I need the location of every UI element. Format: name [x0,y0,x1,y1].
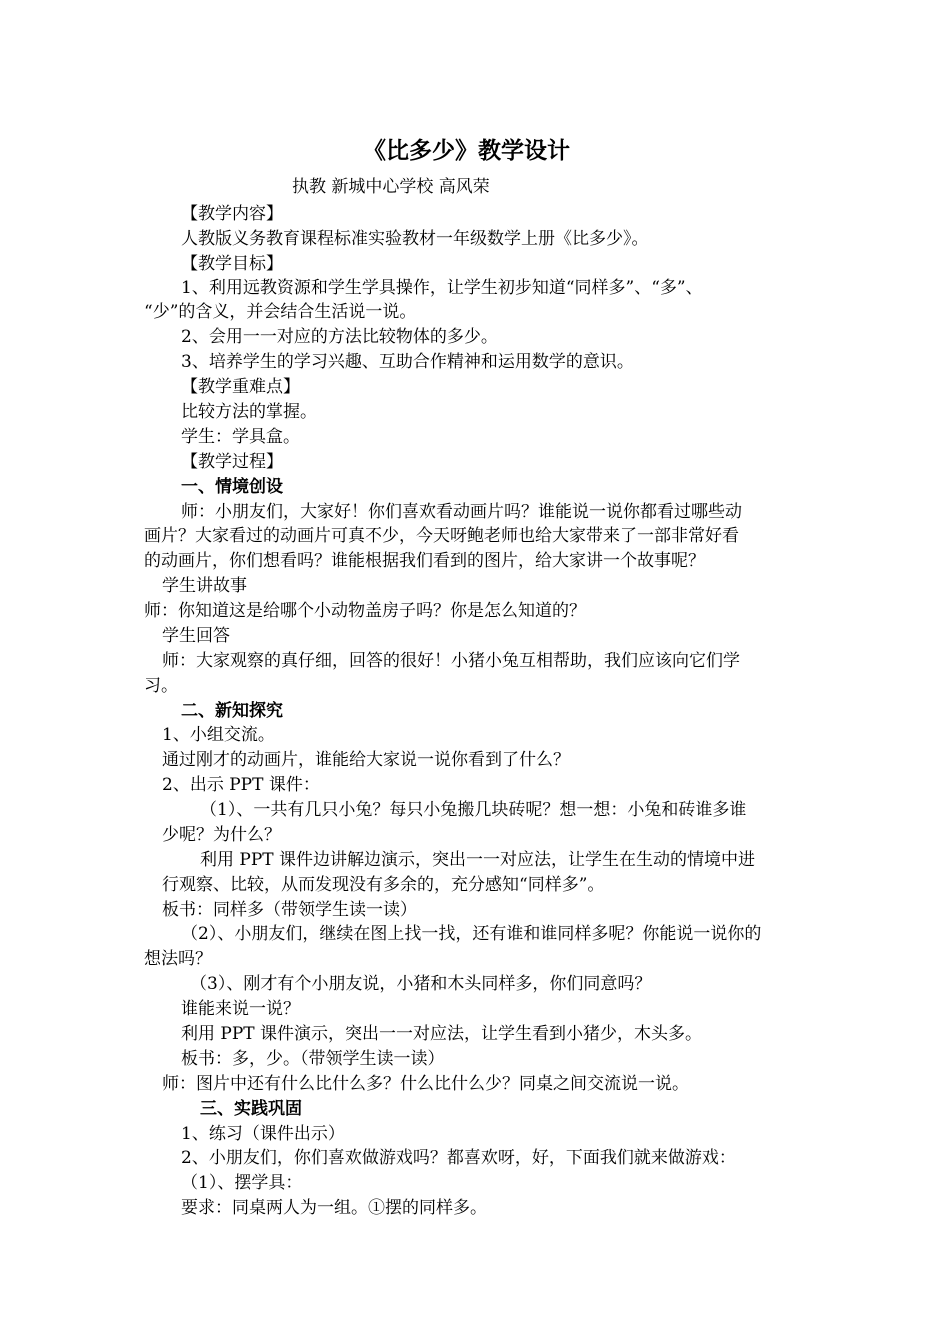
paragraph-line: 3、培养学生的学习兴趣、互助合作精神和运用数学的意识。 [181,352,634,372]
author-line: 执教 新城中心学校 高风荣 [292,177,490,197]
section-heading: 【教学目标】 [181,254,283,274]
subsection-heading: 一、情境创设 [181,477,283,497]
paragraph-line: 1、利用远教资源和学生学具操作，让学生初步知道“同样多”、“多”、 [181,278,703,298]
paragraph-line: 人教版义务教育课程标准实验教材一年级数学上册《比多少》。 [181,229,649,249]
paragraph-line: 画片？大家看过的动画片可真不少，今天呀鲍老师也给大家带来了一部非常好看 [144,526,739,546]
section-heading: 【教学重难点】 [181,377,300,397]
paragraph-line: 师：图片中还有什么比什么多？什么比什么少？同桌之间交流说一说。 [162,1074,689,1094]
paragraph-line: 要求：同桌两人为一组。①摆的同样多。 [181,1198,487,1218]
paragraph-line: 2、出示 PPT 课件： [162,775,320,795]
subsection-heading: 二、新知探究 [181,701,283,721]
paragraph-line: 的动画片，你们想看吗？谁能根据我们看到的图片，给大家讲一个故事呢？ [144,551,705,571]
paragraph-line: 2、小朋友们，你们喜欢做游戏吗？都喜欢呀，好，下面我们就来做游戏： [181,1148,736,1168]
paragraph-line: （1）、摆学具： [181,1173,303,1193]
paragraph-line: 比较方法的掌握。 [181,402,317,422]
paragraph-line: 通过刚才的动画片，谁能给大家说一说你看到了什么？ [162,750,570,770]
paragraph-line: 行观察、比较，从而发现没有多余的，充分感知“同样多”。 [162,875,605,895]
subsection-heading: 三、实践巩固 [200,1099,302,1119]
paragraph-line: 师：你知道这是给哪个小动物盖房子吗？你是怎么知道的？ [144,601,586,621]
paragraph-line: 1、练习（课件出示） [181,1124,345,1144]
paragraph-line: 1、小组交流。 [162,725,275,745]
paragraph-line: 想法吗？ [144,949,212,969]
paragraph-line: 师：大家观察的真仔细，回答的很好！小猪小兔互相帮助，我们应该向它们学 [162,651,740,671]
paragraph-line: 学生回答 [162,626,230,646]
paragraph-line: （1）、一共有几只小兔？每只小兔搬几块砖呢？想一想：小兔和砖谁多谁 [200,800,747,820]
paragraph-line: 谁能来说一说？ [181,999,300,1019]
paragraph-line: （2）、小朋友们，继续在图上找一找，还有谁和谁同样多呢？你能说一说你的 [181,924,762,944]
paragraph-line: 利用 PPT 课件演示，突出一一对应法，让学生看到小猪少，木头多。 [181,1024,703,1044]
paragraph-line: 习。 [144,676,178,696]
section-heading: 【教学内容】 [181,204,283,224]
paragraph-line: 利用 PPT 课件边讲解边演示，突出一一对应法，让学生在生动的情境中进 [200,850,756,870]
paragraph-line: “少”的含义，并会结合生活说一说。 [144,302,417,322]
paragraph-line: 2、会用一一对应的方法比较物体的多少。 [181,327,498,347]
paragraph-line: 板书：同样多（带领学生读一读） [162,900,417,920]
paragraph-line: 少呢？为什么？ [162,825,281,845]
document-title: 《比多少》教学设计 [363,137,570,164]
section-heading: 【教学过程】 [181,452,283,472]
paragraph-line: 师：小朋友们，大家好！你们喜欢看动画片吗？谁能说一说你都看过哪些动 [181,502,742,522]
paragraph-line: 学生：学具盒。 [181,427,300,447]
paragraph-line: 学生讲故事 [162,576,247,596]
paragraph-line: （3）、刚才有个小朋友说，小猪和木头同样多，你们同意吗？ [190,974,652,994]
paragraph-line: 板书：多，少。（带领学生读一读） [181,1049,445,1069]
